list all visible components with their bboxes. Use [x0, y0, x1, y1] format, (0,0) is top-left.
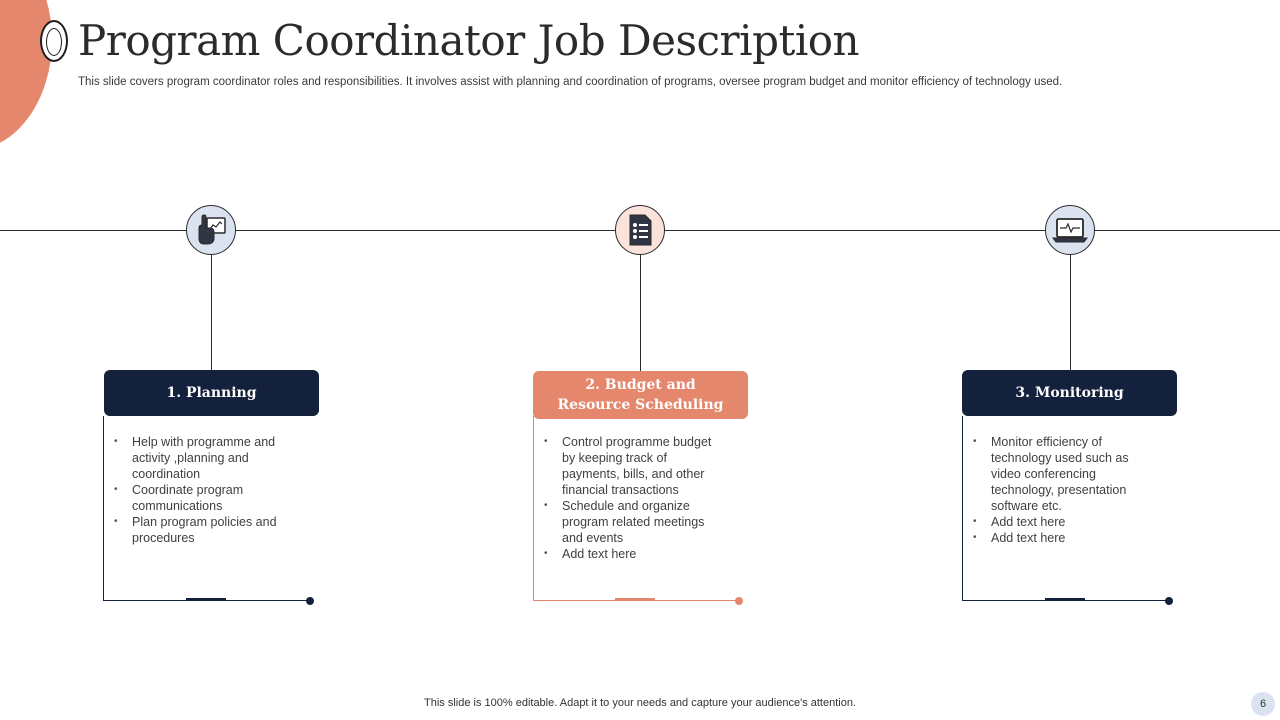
list-item: • Add text here: [562, 546, 712, 562]
list-item: • Control programme budget by keeping track of payments, bills, and other financial transactions: [562, 434, 712, 498]
decorative-circle: [0, 0, 52, 150]
page-number: [1251, 692, 1275, 716]
step-1-title: 1. Planning: [166, 385, 257, 401]
slide-footer: This slide is 100% editable. Adapt it to your needs and capture your audience's attention.: [424, 697, 856, 709]
list-item: • Plan program policies and procedures: [132, 514, 282, 546]
step-3-title: 3. Monitoring: [1015, 385, 1124, 401]
hand-chart-icon: [193, 212, 229, 248]
step-2-bullet-list: [534, 434, 740, 562]
list-item: • Help with programme and activity ,planning and coordination: [132, 434, 282, 482]
step-2-end-dot: [735, 597, 743, 605]
step-2-body: [533, 416, 740, 601]
page-number-label: 6: [1259, 698, 1267, 710]
step-1-header: [104, 370, 319, 416]
step-3-connector: [1070, 255, 1071, 370]
step-3-end-dot: [1165, 597, 1173, 605]
slide-subtitle: This slide covers program coordinator roles and responsibilities. It involves assist with planning and coordination of programs, oversee program budget and monitor efficiency of technology used.: [78, 76, 1063, 88]
step-3-header: [962, 370, 1177, 416]
step-1-body: [103, 416, 310, 601]
step-3-bullet-list: [963, 434, 1169, 546]
list-item: • Add text here: [991, 514, 1141, 530]
step-1-bullet-list: [104, 434, 310, 546]
step-1-base-mark: [186, 598, 226, 600]
step-2-base-mark: [615, 598, 655, 600]
step-3-node: [1045, 205, 1095, 255]
step-2-header: [533, 371, 748, 419]
decorative-ring: [40, 20, 68, 62]
list-item: • Add text here: [991, 530, 1141, 546]
step-1-node: [186, 205, 236, 255]
step-3-body: [962, 416, 1169, 601]
step-1-connector: [211, 255, 212, 370]
checklist-document-icon: [624, 212, 656, 248]
step-2-connector: [640, 255, 641, 371]
slide-title: Program Coordinator Job Description: [78, 16, 860, 65]
laptop-monitor-icon: [1051, 213, 1089, 247]
list-item: • Schedule and organize program related meetings and events: [562, 498, 712, 546]
step-2-title: 2. Budget and Resource Scheduling: [557, 377, 724, 413]
list-item: • Monitor efficiency of technology used such as video conferencing technology, presentation software etc.: [991, 434, 1141, 514]
step-1-end-dot: [306, 597, 314, 605]
step-3-base-mark: [1045, 598, 1085, 600]
step-2-node: [615, 205, 665, 255]
list-item: • Coordinate program communications: [132, 482, 282, 514]
